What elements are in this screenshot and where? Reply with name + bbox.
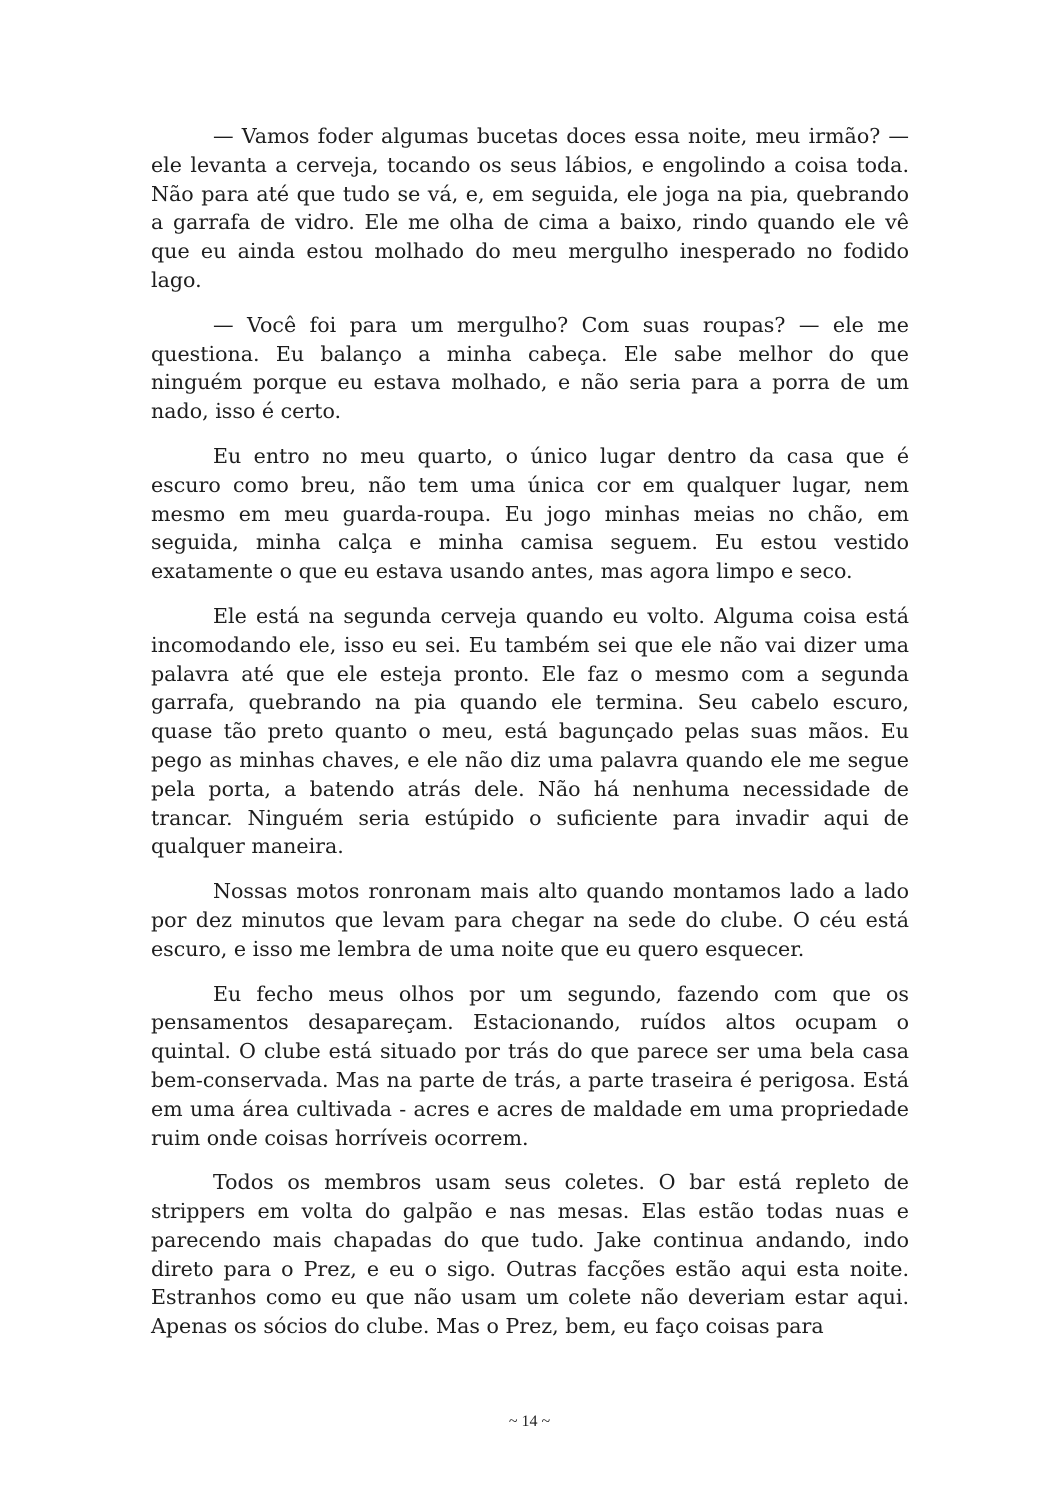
paragraph-5: Nossas motos ronronam mais alto quando montamos lado a lado por dez minutos que levam para chegar na sede do clube. O céu está escuro, e isso me lembra de uma noite que eu quero esquecer. bbox=[151, 879, 909, 961]
paragraph-4: Ele está na segunda cerveja quando eu volto. Alguma coisa está incomodando ele, isso eu sei. Eu também sei que ele não vai dizer uma palavra até que ele esteja pronto. Ele faz o mesmo com a segunda garrafa, quebrando na pia quando ele termina. Seu cabelo escuro, quase tão preto quanto o meu, está bagunçado pelas suas mãos. Eu pego as minhas chaves, e ele não diz uma palavra quando ele me segue pela porta, a batendo atrás dele. Não há nenhuma necessidade de trancar. Ninguém seria estúpido o suficiente para invadir aqui de qualquer maneira. bbox=[151, 603, 909, 859]
body-text bbox=[151, 122, 909, 1357]
paragraph-1: — Vamos foder algumas bucetas doces essa noite, meu irmão? — ele levanta a cerveja, tocando os seus lábios, e engolindo a coisa toda. Não para até que tudo se vá, e, em seguida, ele joga na pia, quebrando a garrafa de vidro. Ele me olha de cima a baixo, rindo quando ele vê que eu ainda estou molhado do meu mergulho inesperado no fodido lago. bbox=[151, 124, 909, 292]
page-number: ~ 14 ~ bbox=[508, 1413, 551, 1430]
paragraph-3: Eu entro no meu quarto, o único lugar dentro da casa que é escuro como breu, não tem uma única cor em qualquer lugar, nem mesmo em meu guarda-roupa. Eu jogo minhas meias no chão, em seguida, minha calça e minha camisa seguem. Eu estou vestido exatamente o que eu estava usando antes, mas agora limpo e seco. bbox=[151, 443, 909, 584]
paragraph-6: Eu fecho meus olhos por um segundo, fazendo com que os pensamentos desapareçam. Estacionando, ruídos altos ocupam o quintal. O clube está situado por trás do que parece ser uma bela casa bem-conservada. Mas na parte de trás, a parte traseira é perigosa. Está em uma área cultivada - acres e acres de maldade em uma propriedade ruim onde coisas horríveis ocorrem. bbox=[151, 981, 909, 1150]
paragraph-2: — Você foi para um mergulho? Com suas roupas? — ele me questiona. Eu balanço a minha cabeça. Ele sabe melhor do que ninguém porque eu estava molhado, e não seria para a porra de um nado, isso é certo. bbox=[151, 312, 909, 424]
paragraph-7: Todos os membros usam seus coletes. O bar está repleto de strippers em volta do galpão e nas mesas. Elas estão todas nuas e parecendo mais chapadas do que tudo. Jake continua andando, indo direto para o Prez, e eu o sigo. Outras facções estão aqui esta noite. Estranhos como eu que não usam um colete não deveriam estar aqui. Apenas os sócios do clube. Mas o Prez, bem, eu faço coisas para bbox=[151, 1170, 909, 1339]
